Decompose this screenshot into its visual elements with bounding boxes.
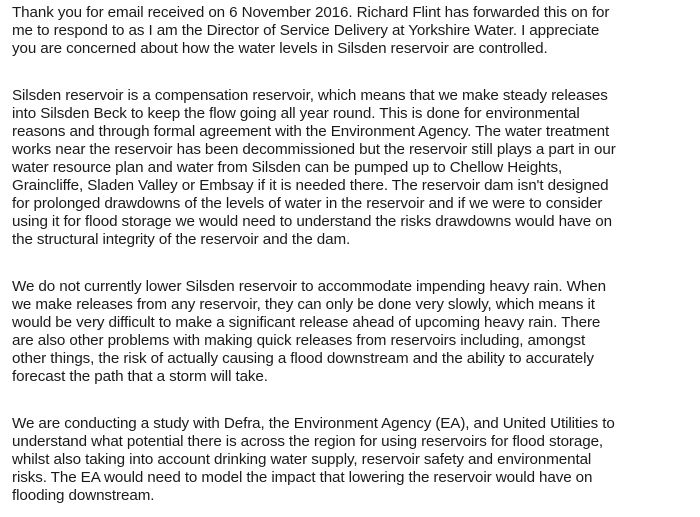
paragraph-1-line-1: Thank you for email received on 6 November 2016. Richard Flint has forwarded this on for	[12, 4, 610, 21]
paragraph-2-line-7: for prolonged drawdowns of the levels of water in the reservoir and if we were to consider	[12, 195, 603, 212]
paragraph-2-line-3: reasons and through formal agreement with the Environment Agency. The water treatment	[12, 123, 610, 140]
paragraph-2-line-4: works near the reservoir has been decommissioned but the reservoir still plays a part in our	[12, 141, 616, 158]
paragraph-2-line-2: into Silsden Beck to keep the flow going all year round. This is done for environmental	[12, 105, 580, 122]
paragraph-3-line-1: We do not currently lower Silsden reservoir to accommodate impending heavy rain. When	[12, 278, 606, 295]
paragraph-3-line-3: would be very difficult to make a significant release ahead of upcoming heavy rain. There	[12, 314, 601, 331]
paragraph-3-line-6: forecast the path that a storm will take.	[12, 368, 268, 385]
paragraph-3-line-2: we make releases from any reservoir, they can only be done very slowly, which means it	[12, 296, 595, 313]
paragraph-4-line-3: whilst also taking into account drinking water supply, reservoir safety and environmental	[12, 451, 592, 468]
paragraph-2-line-5: water resource plan and water from Silsden can be pumped up to Chellow Heights,	[12, 159, 563, 176]
paragraph-2-line-9: the structural integrity of the reservoir and the dam.	[12, 231, 351, 248]
paragraph-2-line-1: Silsden reservoir is a compensation reservoir, which means that we make steady releases	[12, 87, 608, 104]
paragraph-1-line-3: you are concerned about how the water levels in Silsden reservoir are controlled.	[12, 40, 548, 57]
paragraph-2-line-8: using it for flood storage we would need to understand the risks drawdowns would have on	[12, 213, 612, 230]
paragraph-1-line-2: me to respond to as I am the Director of Service Delivery at Yorkshire Water. I appreciate	[12, 22, 600, 39]
paragraph-4-line-2: understand what potential there is across the region for using reservoirs for flood storage,	[12, 433, 604, 450]
paragraph-2-line-6: Graincliffe, Sladen Valley or Embsay if it is needed there. The reservoir dam isn't designed	[12, 177, 609, 194]
paragraph-4-line-4: risks. The EA would need to model the impact that lowering the reservoir would have on	[12, 469, 593, 486]
paragraph-3-line-5: other things, the risk of actually causing a flood downstream and the ability to accurately	[12, 350, 594, 367]
paragraph-4-line-1: We are conducting a study with Defra, the Environment Agency (EA), and United Utilities to	[12, 415, 615, 432]
paragraph-3-line-4: are also other problems with making quick releases from reservoirs including, amongst	[12, 332, 586, 349]
paragraph-4-line-5: flooding downstream.	[12, 487, 155, 504]
